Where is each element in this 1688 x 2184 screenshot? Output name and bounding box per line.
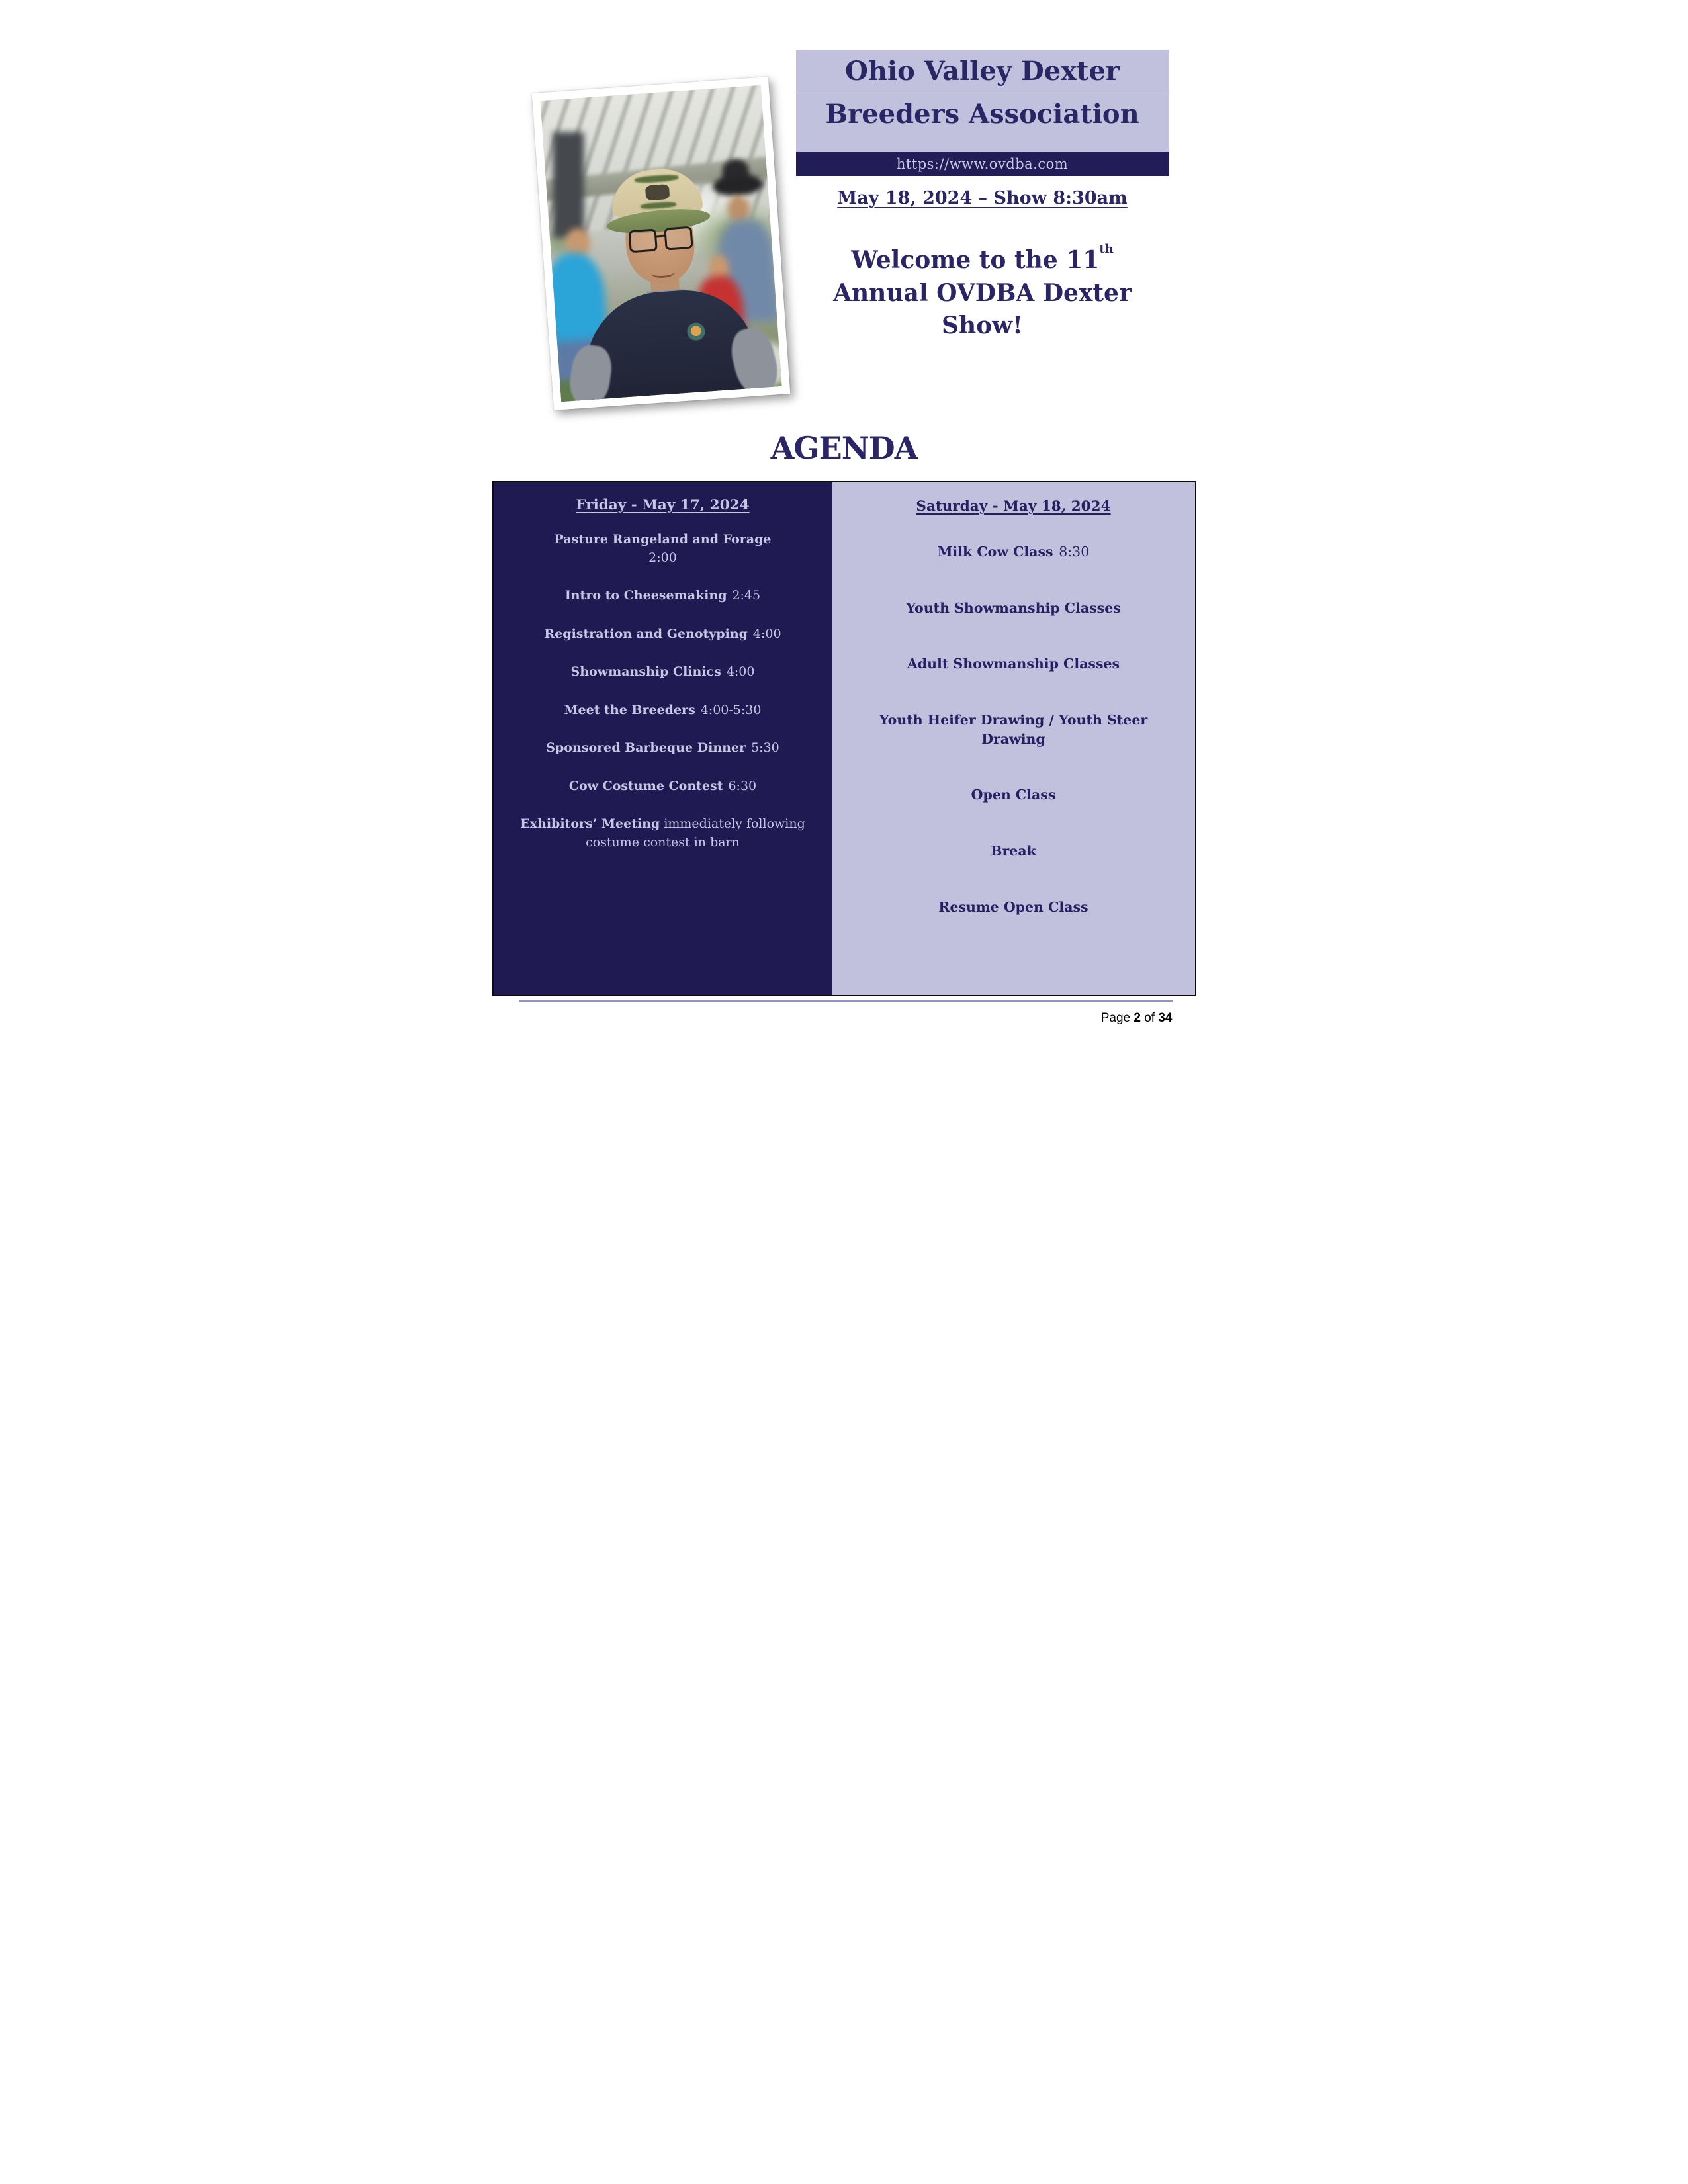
website-url-bar (796, 152, 1169, 176)
welcome-line-1: Welcome to the 11th (851, 242, 1114, 274)
agenda-item-saturday-5: Break (991, 843, 1036, 859)
page-total-value: 34 (1158, 1011, 1173, 1025)
agenda-item-friday-6: Cow Costume Contest 6:30 (568, 778, 757, 793)
photo-glasses-right-lens (664, 226, 693, 251)
welcome-line-3: Show! (942, 312, 1023, 340)
agenda-item-saturday-1: Youth Showmanship Classes (906, 599, 1121, 616)
agenda-item-friday-5: Sponsored Barbeque Dinner 5:30 (546, 740, 779, 756)
agenda-column-friday (494, 482, 832, 995)
agenda-item-saturday-3: Youth Heifer Drawing / Youth Steer Drawing (879, 712, 1148, 747)
page-word: Page (1100, 1011, 1131, 1025)
page-number-value: 2 (1133, 1011, 1141, 1025)
agenda-item-friday-0: Pasture Rangeland and Forage 2:00 (554, 532, 772, 565)
agenda-item-friday-7: Exhibitors’ Meeting immediately following costume contest in barn (520, 816, 805, 850)
document-page (422, 0, 1266, 1092)
photo-glasses-left-lens (628, 229, 658, 253)
agenda-item-saturday-4: Open Class (971, 787, 1056, 803)
website-url[interactable]: https://www.ovdba.com (896, 155, 1069, 172)
org-title-box (796, 50, 1169, 152)
agenda-item-friday-1: Intro to Cheesemaking 2:45 (564, 588, 761, 603)
agenda-item-saturday-6: Resume Open Class (938, 898, 1088, 915)
of-word: of (1144, 1011, 1155, 1025)
welcome-line-2: Annual OVDBA Dexter (833, 279, 1132, 307)
event-photo (540, 85, 781, 402)
show-date-heading: May 18, 2024 – Show 8:30am (837, 188, 1128, 208)
event-photo-frame (531, 77, 790, 410)
header-column (796, 50, 1169, 343)
agenda-table (492, 481, 1196, 996)
agenda-item-saturday-0: Milk Cow Class 8:30 (937, 544, 1090, 560)
agenda-column-saturday (832, 482, 1195, 995)
agenda-item-saturday-2: Adult Showmanship Classes (907, 656, 1120, 672)
agenda-item-friday-2: Registration and Genotyping 4:00 (544, 626, 781, 641)
saturday-heading: Saturday - May 18, 2024 (916, 498, 1111, 515)
org-name-line1: Ohio Valley Dexter (796, 50, 1169, 93)
photo-speaker-pole (553, 132, 584, 238)
friday-heading: Friday - May 17, 2024 (576, 497, 750, 513)
agenda-item-friday-3: Showmanship Clinics 4:00 (570, 664, 755, 679)
photo-man-glasses (628, 226, 693, 253)
footer-divider (519, 1000, 1173, 1002)
page-number (519, 1011, 1173, 1026)
ordinal-superscript: th (1099, 242, 1114, 257)
photo-glasses-bridge (655, 234, 666, 237)
agenda-title: AGENDA (770, 430, 918, 466)
photo-cap-cow-logo (644, 184, 670, 200)
welcome-heading (796, 244, 1169, 343)
agenda-item-friday-4: Meet the Breeders 4:00-5:30 (564, 702, 762, 717)
org-name-line2: Breeders Association (825, 99, 1139, 130)
